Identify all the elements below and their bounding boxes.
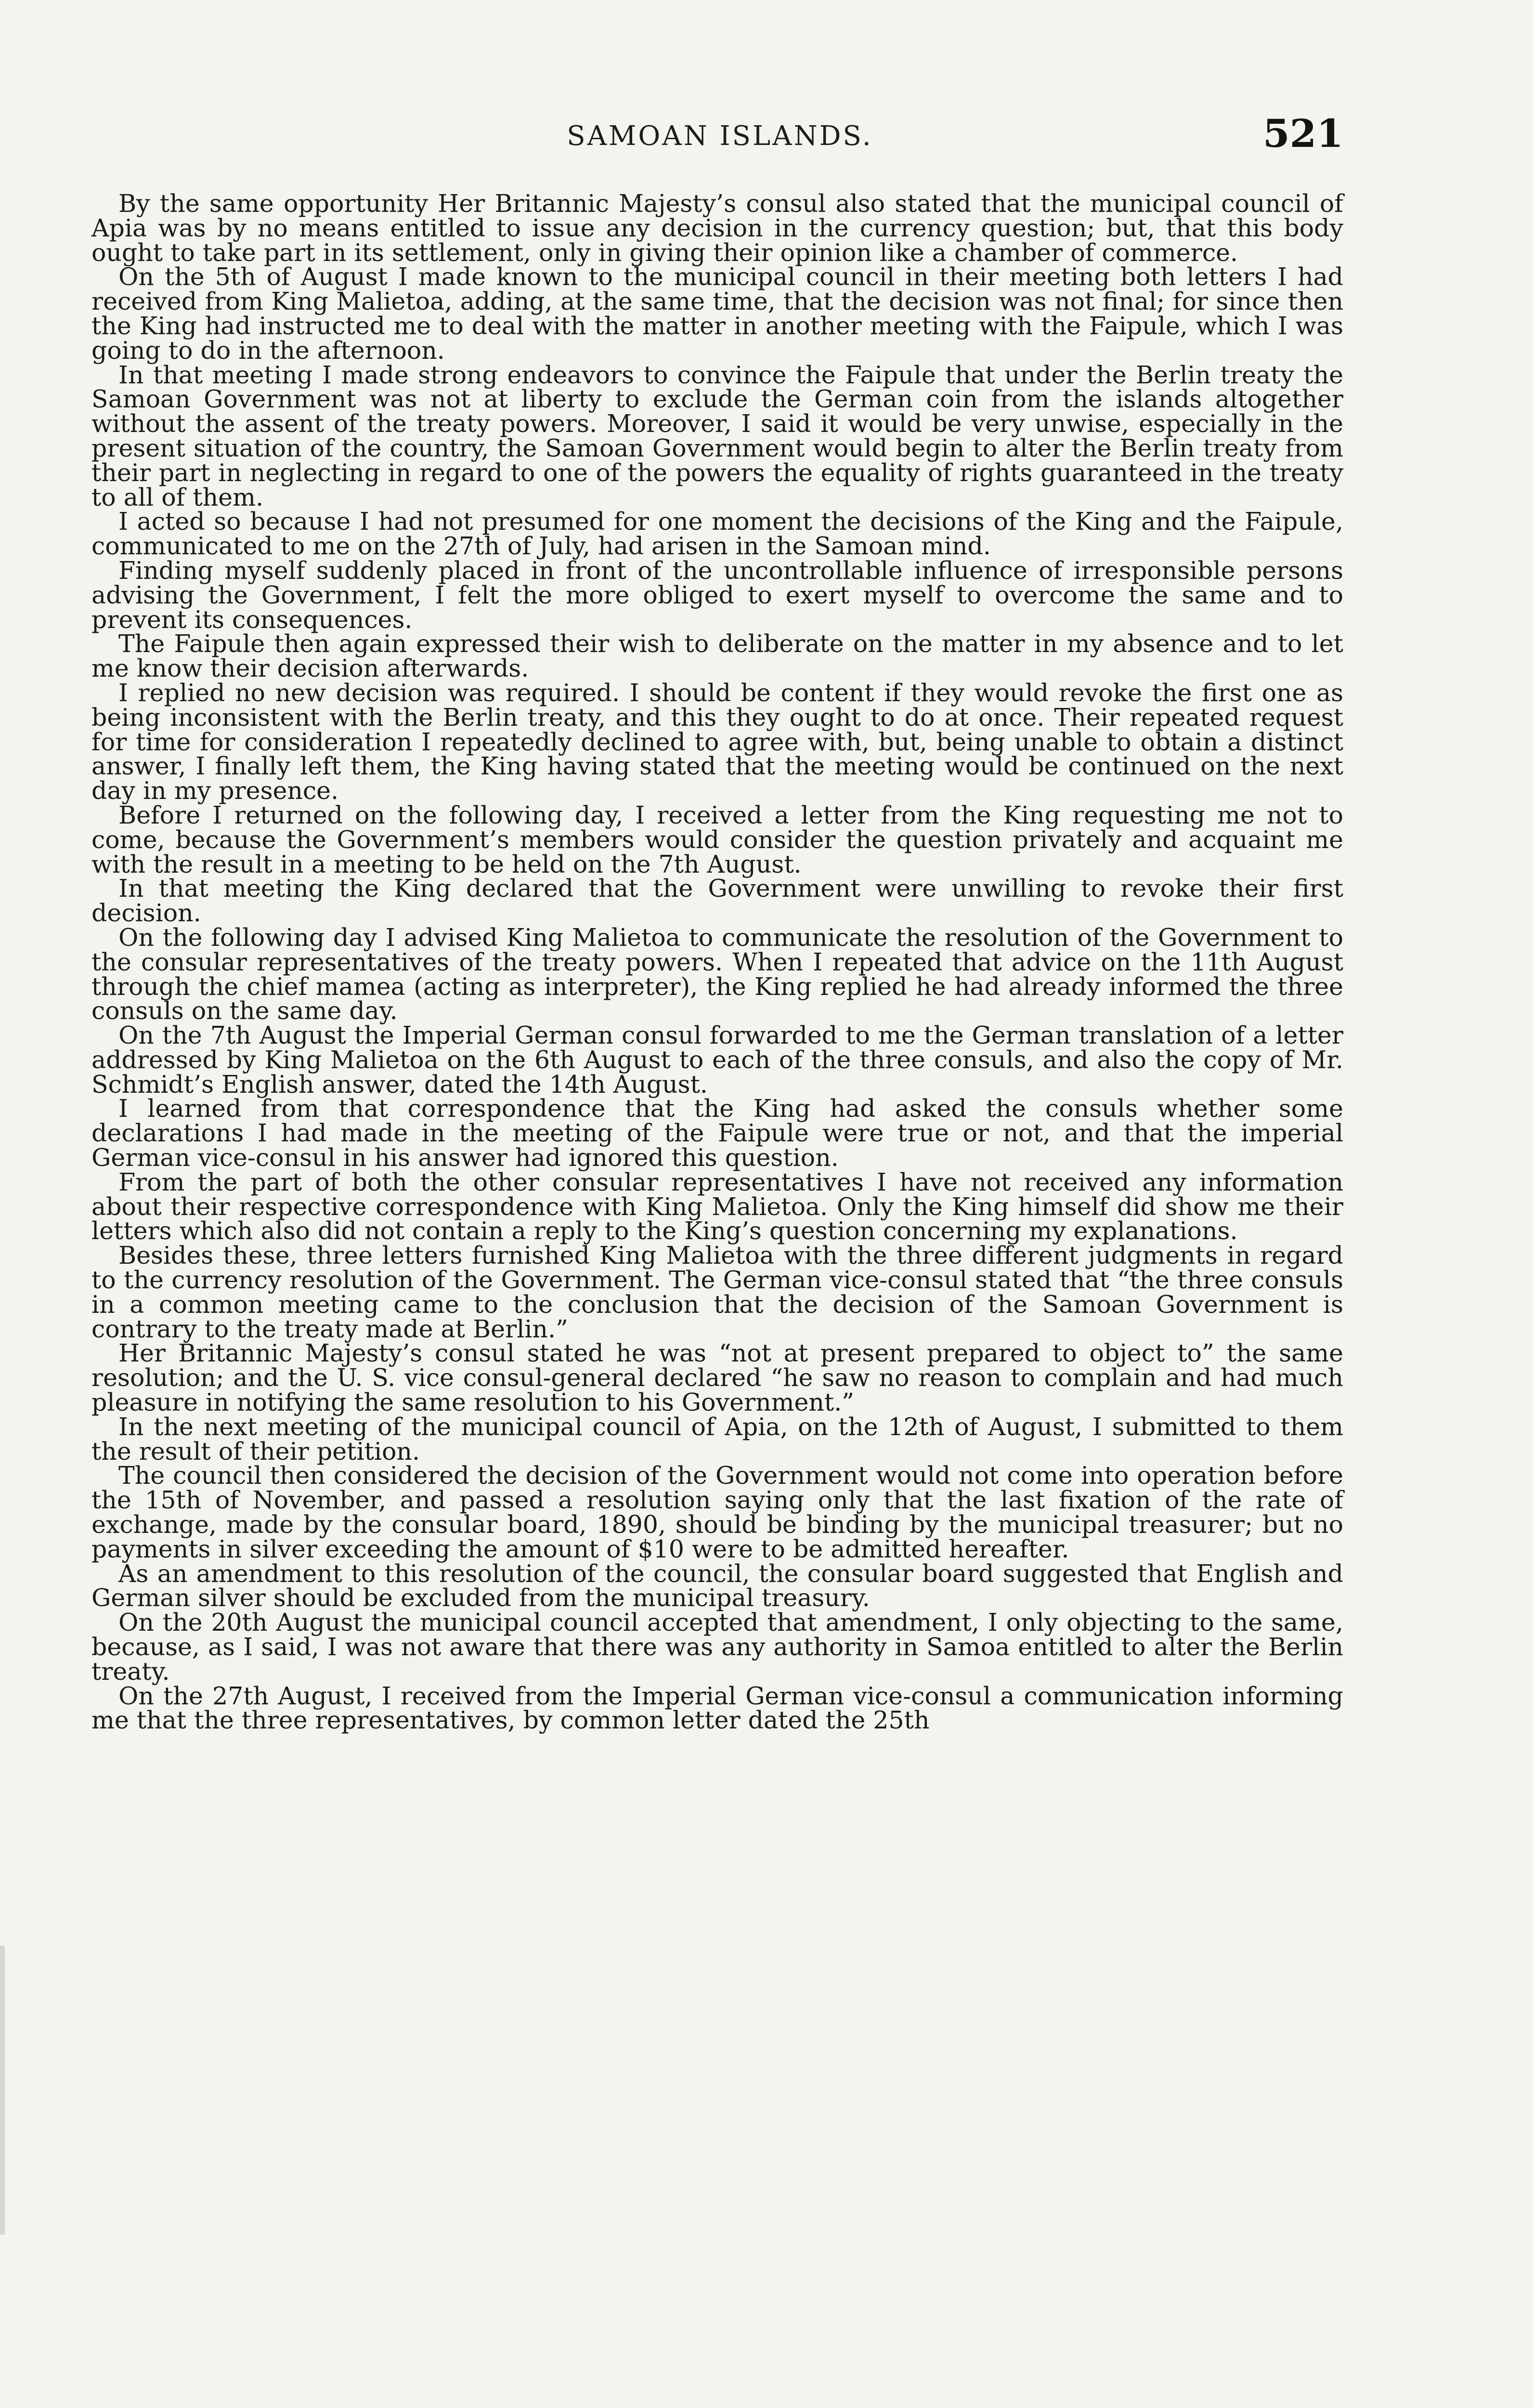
paragraph: I learned from that correspondence that the King had asked the consuls whether some declarations I had made in the meeting of the Faipule were true or not, and that the imperial German vice-consul in his answer had ignored this question. <box>91 1094 1343 1172</box>
paragraph: In the next meeting of the municipal council of Apia, on the 12th of August, I submitted to them the result of their petition. <box>91 1412 1343 1466</box>
paragraph: On the 27th August, I received from the Imperial German vice-consul a communication informing me that the three representatives, by common letter dated the 25th <box>91 1681 1343 1735</box>
paragraph: Besides these, three letters furnished King Malietoa with the three different judgments in regard to the currency resolution of the Government. The German vice-consul stated that “the three consuls in a common meeting came to the conclusion that the decision of the Samoan Government is contrary to the treaty made at Berlin.” <box>91 1241 1343 1343</box>
scan-edge-mark <box>0 1946 5 2235</box>
paragraph: On the 7th August the Imperial German consul forwarded to me the German translation of a letter addressed by King Malietoa on the 6th August to each of the three consuls, and also the copy of Mr. Schmidt’s English answer, dated the 14th August. <box>91 1021 1343 1099</box>
body-text <box>91 189 1343 1735</box>
paragraph: Before I returned on the following day, I received a letter from the King requesting me not to come, because the Government’s members would consider the question privately and acquaint me with the result in a meeting to be held on the 7th August. <box>91 800 1343 878</box>
paragraph: I acted so because I had not presumed for one moment the decisions of the King and the Faipule, communicated to me on the 27th of July, had arisen in the Samoan mind. <box>91 507 1343 561</box>
paragraph: As an amendment to this resolution of the council, the consular board suggested that English and German silver should be excluded from the municipal treasury. <box>91 1559 1343 1612</box>
paragraph: The Faipule then again expressed their wish to deliberate on the matter in my absence and to let me know their decision afterwards. <box>91 629 1343 683</box>
paragraph: On the following day I advised King Malietoa to communicate the resolution of the Government to the consular representatives of the treaty powers. When I repeated that advice on the 11th August through the chief mamea (acting as interpreter), the King replied he had already informed the three consuls on the same day. <box>91 923 1343 1025</box>
paragraph: On the 20th August the municipal council accepted that amendment, I only objecting to the same, because, as I said, I was not aware that there was any authority in Samoa entitled to alter the Berlin treaty. <box>91 1608 1343 1686</box>
running-title: SAMOAN ISLANDS. <box>567 120 873 152</box>
paragraph: Her Britannic Majesty’s consul stated he was “not at present prepared to object to” the same resolution; and the U. S. vice consul-general declared “he saw no reason to complain and had much pleasure in notifying the same resolution to his Government.” <box>91 1339 1343 1417</box>
page-number: 521 <box>1263 111 1343 156</box>
page-header <box>96 111 1343 164</box>
paragraph: I replied no new decision was required. I should be content if they would revoke the first one as being inconsistent with the Berlin treaty, and this they ought to do at once. Their repeated request for time for consideration I repeatedly declined to agree with, but, being unable to obtain a distinct answer, I finally left them, the King having stated that the meeting would be continued on the next day in my presence. <box>91 678 1343 805</box>
paragraph: By the same opportunity Her Britannic Majesty’s consul also stated that the municipal council of Apia was by no means entitled to issue any decision in the currency question; but, that this body ought to take part in its settlement, only in giving their opinion like a chamber of commerce. <box>91 189 1343 267</box>
paragraph: In that meeting the King declared that the Government were unwilling to revoke their first decision. <box>91 874 1343 928</box>
paragraph: In that meeting I made strong endeavors to convince the Faipule that under the Berlin treaty the Samoan Government was not at liberty to exclude the German coin from the islands altogether without the assent of the treaty powers. Moreover, I said it would be very unwise, especially in the present situation of the country, the Samoan Government would begin to alter the Berlin treaty from their part in neglecting in regard to one of the powers the equality of rights guaranteed in the treaty to all of them. <box>91 360 1343 511</box>
paragraph: On the 5th of August I made known to the municipal council in their meeting both letters I had received from King Malietoa, adding, at the same time, that the decision was not final; for since then the King had instructed me to deal with the matter in another meeting with the Faipule, which I was going to do in the afternoon. <box>91 262 1343 365</box>
paragraph: From the part of both the other consular representatives I have not received any information about their respective correspondence with King Malietoa. Only the King himself did show me their letters which also did not contain a reply to the King’s question concerning my explanations. <box>91 1167 1343 1245</box>
paragraph: The council then considered the decision of the Government would not come into operation before the 15th of November, and passed a resolution saying only that the last fixation of the rate of exchange, made by the consular board, 1890, should be binding by the municipal treasurer; but no payments in silver exceeding the amount of $10 were to be admitted hereafter. <box>91 1461 1343 1563</box>
paragraph: Finding myself suddenly placed in front of the uncontrollable influence of irresponsible persons advising the Government, I felt the more obliged to exert myself to overcome the same and to prevent its consequences. <box>91 556 1343 634</box>
